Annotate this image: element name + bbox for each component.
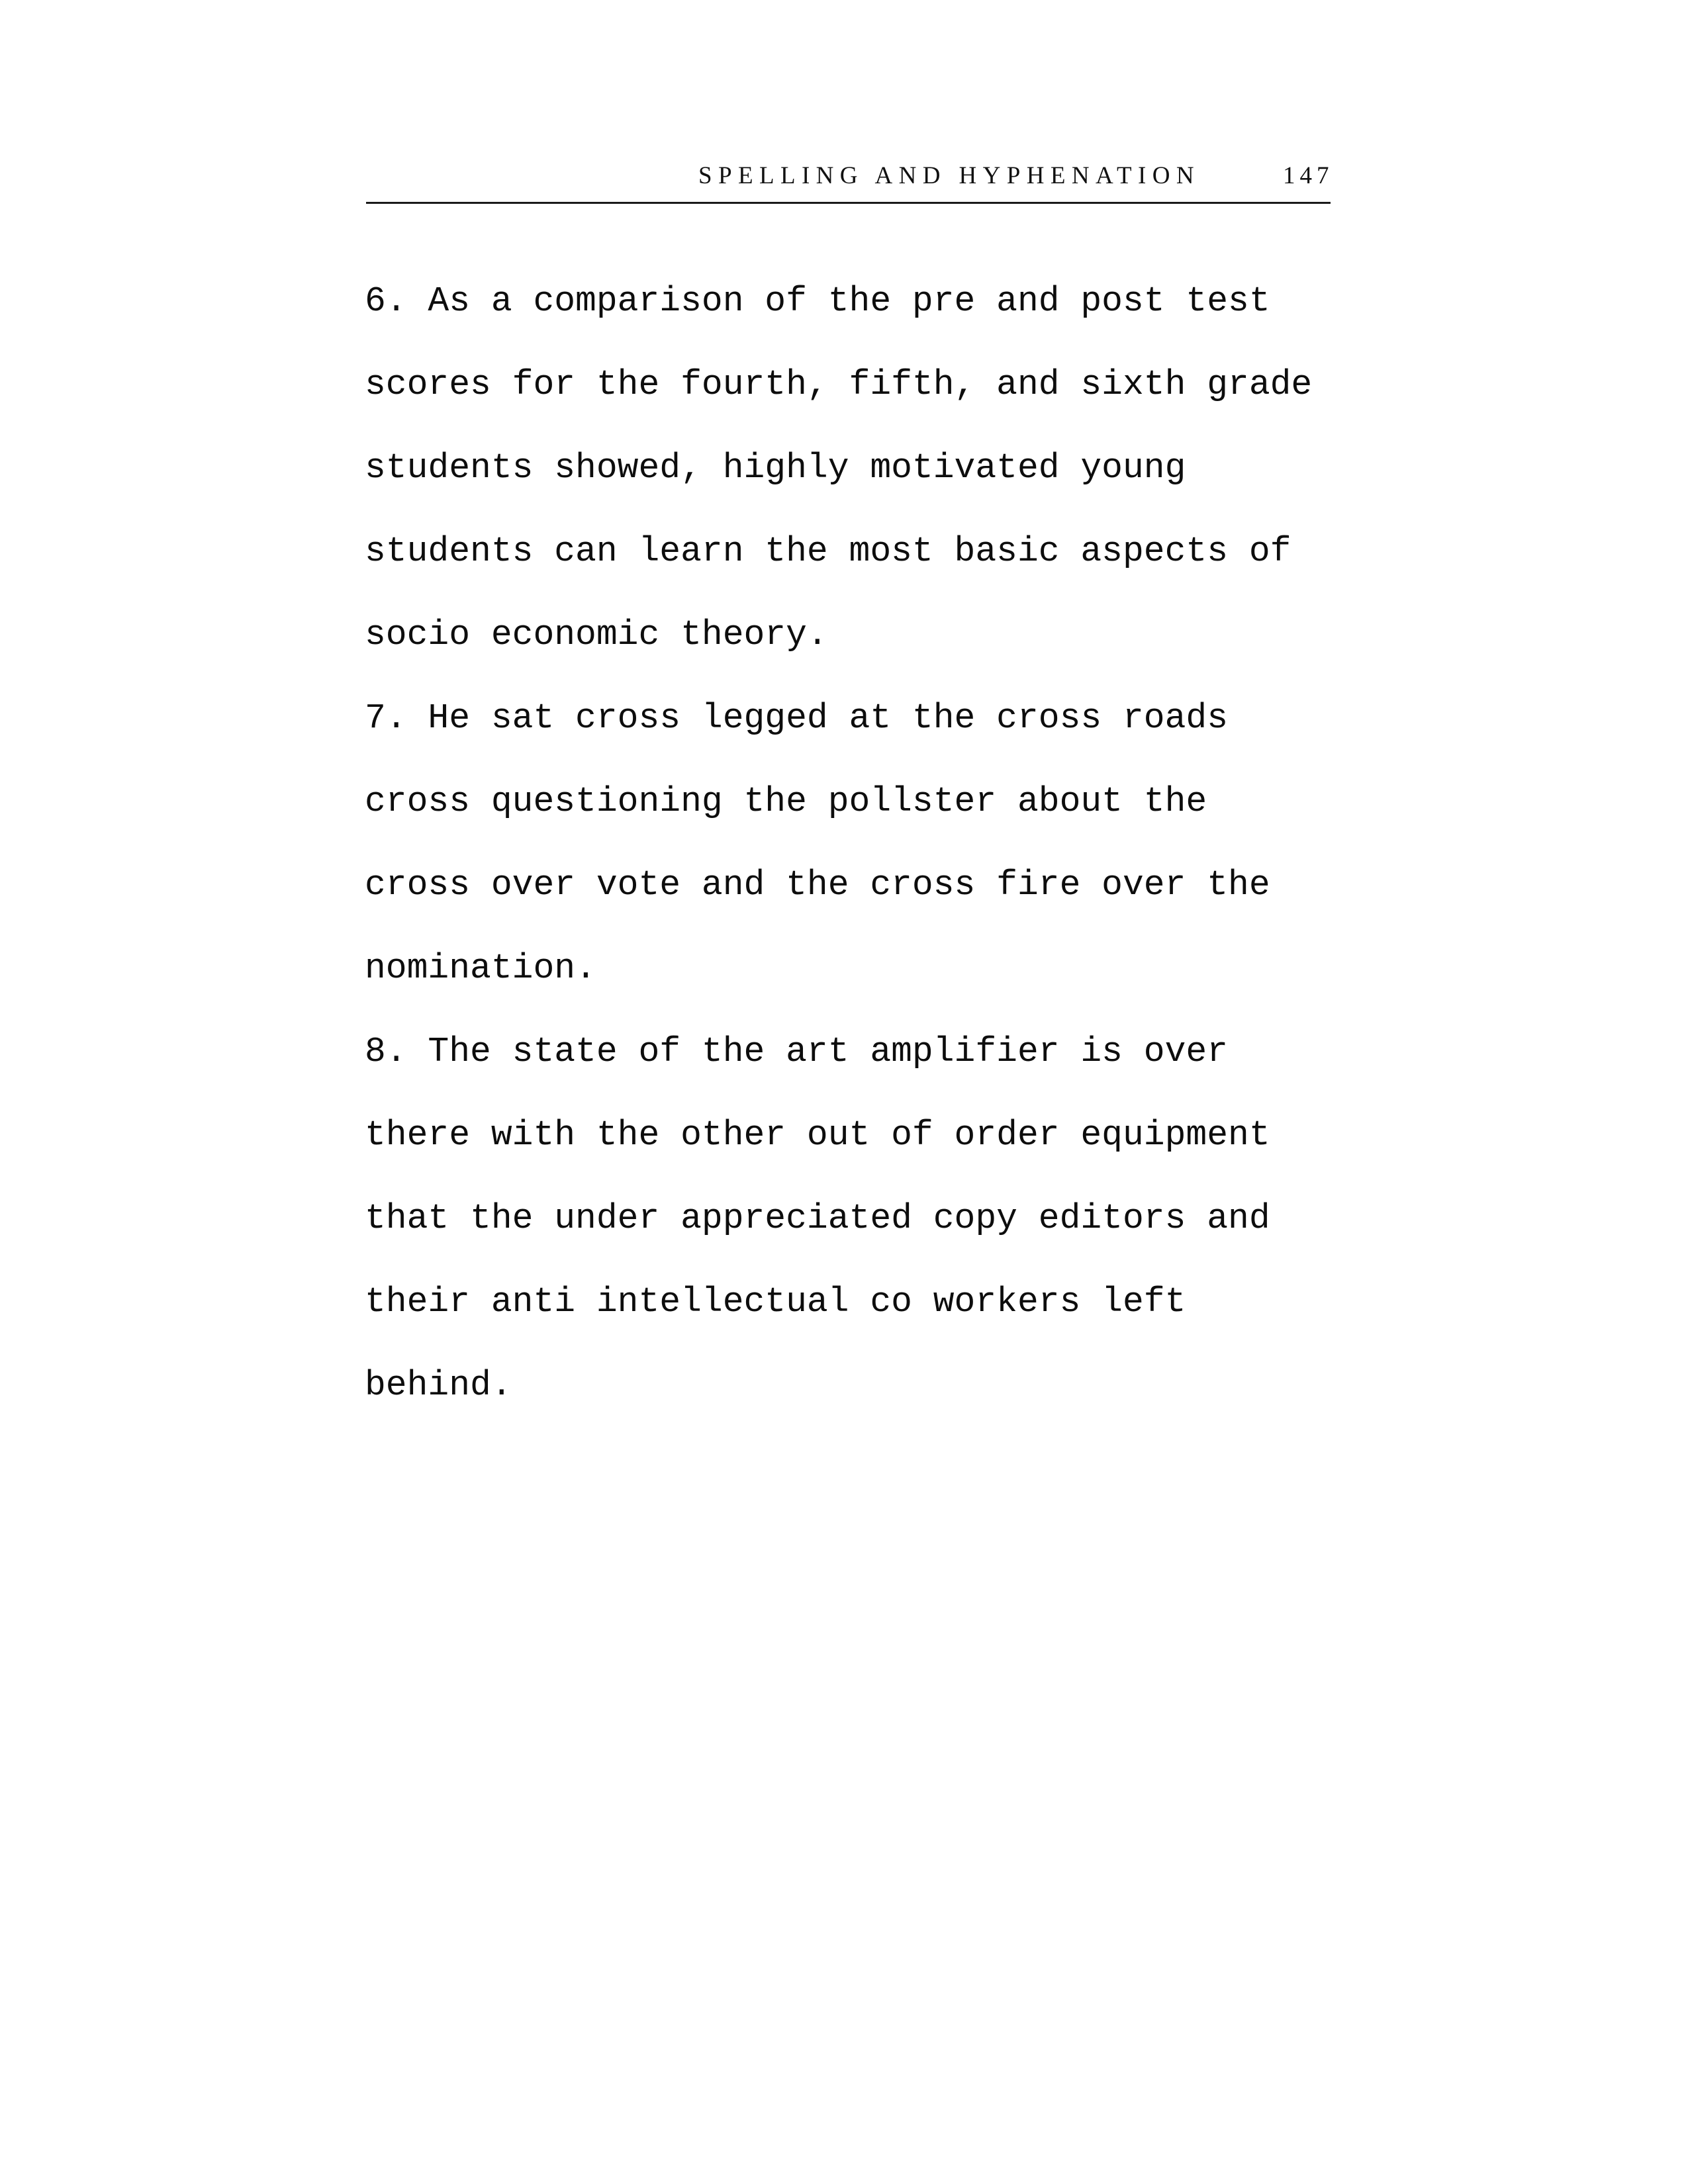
text-line: their anti intellectual co workers left <box>365 1282 1186 1322</box>
text-line: scores for the fourth, fifth, and sixth grade <box>365 365 1313 404</box>
text-line: students can learn the most basic aspects of <box>365 531 1291 571</box>
text-line: 8. The state of the art amplifier is over <box>365 1032 1229 1071</box>
text-line: cross over vote and the cross fire over the <box>365 865 1270 905</box>
text-line: behind. <box>365 1365 512 1405</box>
text-line: socio economic theory. <box>365 615 828 655</box>
text-line: 7. He sat cross legged at the cross roads <box>365 698 1229 738</box>
page-number: 147 <box>1283 162 1334 189</box>
text-line: there with the other out of order equipment <box>365 1115 1270 1155</box>
text-line: nomination. <box>365 948 596 988</box>
running-head-title: SPELLING AND HYPHENATION <box>698 162 1200 189</box>
text-line: that the under appreciated copy editors and <box>365 1199 1270 1238</box>
running-head <box>366 156 1334 196</box>
text-line: students showed, highly motivated young <box>365 448 1186 488</box>
header-rule <box>366 202 1331 204</box>
text-line: 6. As a comparison of the pre and post test <box>365 281 1270 321</box>
text-line: cross questioning the pollster about the <box>365 782 1207 821</box>
